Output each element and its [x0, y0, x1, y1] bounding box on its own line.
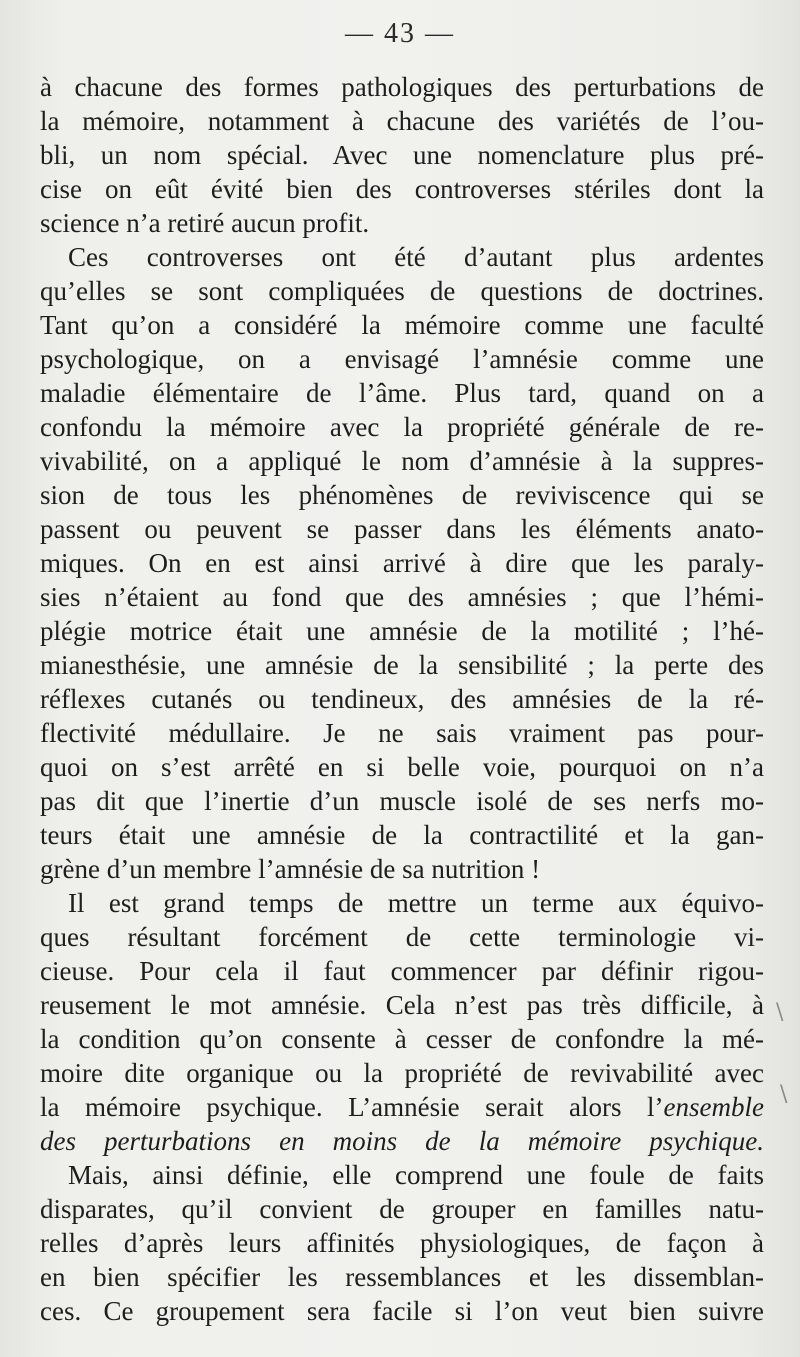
- text-line: [40, 1056, 764, 1090]
- text-line: [40, 1090, 764, 1124]
- text-line: [40, 274, 764, 308]
- text-line-content: sies n’étaient au fond que des amnésies ; que l’hémi-: [40, 582, 764, 612]
- text-line-content: des perturbations en moins de la mémoire psychique.: [40, 1126, 764, 1156]
- text-line: [40, 546, 764, 580]
- text-line-content: la mémoire, notamment à chacune des variétés de l’ou-: [40, 106, 764, 136]
- text-line: [40, 1022, 764, 1056]
- text-line: [40, 818, 764, 852]
- text-line-content: en bien spécifier les ressemblances et les dissemblan-: [40, 1262, 764, 1292]
- text-line: [40, 920, 764, 954]
- text-line-content: passent ou peuvent se passer dans les éléments anato-: [40, 514, 764, 544]
- text-line-content: cieuse. Pour cela il faut commencer par définir rigou-: [40, 956, 764, 986]
- text-line-content: à chacune des formes pathologiques des perturbations de: [40, 72, 764, 102]
- text-line-content: grène d’un membre l’amnésie de sa nutrition !: [40, 854, 541, 884]
- text-line-content: moire dite organique ou la propriété de revivabilité avec: [40, 1058, 764, 1088]
- text-line: [40, 478, 764, 512]
- text-line: [40, 784, 764, 818]
- text-line-content: relles d’après leurs affinités physiologiques, de façon à: [40, 1228, 764, 1258]
- text-line-content: cise on eût évité bien des controverses stériles dont la: [40, 174, 764, 204]
- text-line-content: la mémoire psychique. L’amnésie serait alors l’: [40, 1092, 664, 1122]
- text-line-content: pas dit que l’inertie d’un muscle isolé de ses nerfs mo-: [40, 786, 764, 816]
- text-line: [40, 512, 764, 546]
- text-line: [40, 750, 764, 784]
- text-line: [40, 1124, 764, 1158]
- text-line-content: plégie motrice était une amnésie de la motilité ; l’hé-: [40, 616, 764, 646]
- text-line: [40, 886, 764, 920]
- text-line: [40, 172, 764, 206]
- text-line: [40, 308, 764, 342]
- text-line: [40, 852, 764, 886]
- text-line-content: ques résultant forcément de cette terminologie vi-: [40, 922, 764, 952]
- text-line-content: réflexes cutanés ou tendineux, des amnésies de la ré-: [40, 684, 764, 714]
- text-line: [40, 988, 764, 1022]
- text-line: [40, 240, 764, 274]
- text-line-content: bli, un nom spécial. Avec une nomenclature plus pré-: [40, 140, 764, 170]
- text-line: [40, 682, 764, 716]
- text-line-content: Tant qu’on a considéré la mémoire comme une faculté: [40, 310, 764, 340]
- text-line: [40, 410, 764, 444]
- text-line-content: vivabilité, on a appliqué le nom d’amnésie à la suppres-: [40, 446, 764, 476]
- text-line-content: ces. Ce groupement sera facile si l’on veut bien suivre: [40, 1296, 764, 1326]
- text-line: [40, 648, 764, 682]
- text-line: [40, 1192, 764, 1226]
- text-line-content: Ces controverses ont été d’autant plus ardentes: [68, 242, 764, 272]
- text-line-content: teurs était une amnésie de la contractilité et la gan-: [40, 820, 764, 850]
- text-line: [40, 444, 764, 478]
- text-line-content: la condition qu’on consente à cesser de confondre la mé-: [40, 1024, 764, 1054]
- text-line-content: Il est grand temps de mettre un terme aux équivo-: [68, 888, 764, 918]
- text-line: [40, 104, 764, 138]
- text-line: [40, 1260, 764, 1294]
- text-line-content: confondu la mémoire avec la propriété générale de re-: [40, 412, 764, 442]
- text-line: [40, 1226, 764, 1260]
- body-text: [40, 70, 764, 1328]
- text-line: [40, 954, 764, 988]
- text-line-content: Mais, ainsi définie, elle comprend une foule de faits: [68, 1160, 764, 1190]
- text-line: [40, 1294, 764, 1328]
- text-line-content: miques. On en est ainsi arrivé à dire que les paraly-: [40, 548, 764, 578]
- text-line-content: qu’elles se sont compliquées de questions de doctrines.: [40, 276, 764, 306]
- text-line: [40, 138, 764, 172]
- text-line: [40, 1158, 764, 1192]
- text-line: [40, 70, 764, 104]
- text-line: [40, 376, 764, 410]
- text-line-content: disparates, qu’il convient de grouper en familles natu-: [40, 1194, 764, 1224]
- text-line-content: sion de tous les phénomènes de reviviscence qui se: [40, 480, 764, 510]
- margin-pencil-mark-upper: \: [776, 1000, 784, 1025]
- margin-pencil-mark-lower: \: [780, 1082, 788, 1107]
- text-line-content: flectivité médullaire. Je ne sais vraiment pas pour-: [40, 718, 764, 748]
- text-line-content: mianesthésie, une amnésie de la sensibilité ; la perte des: [40, 650, 764, 680]
- text-line: [40, 342, 764, 376]
- page-number: — 43 —: [345, 18, 455, 49]
- text-line: [40, 206, 764, 240]
- text-line: [40, 716, 764, 750]
- text-line-content: reusement le mot amnésie. Cela n’est pas très difficile, à: [40, 990, 764, 1020]
- text-line-content: maladie élémentaire de l’âme. Plus tard, quand on a: [40, 378, 764, 408]
- text-line: [40, 580, 764, 614]
- text-line-content: science n’a retiré aucun profit.: [40, 208, 370, 238]
- text-line-content: psychologique, on a envisagé l’amnésie comme une: [40, 344, 764, 374]
- italic-word: ensemble: [663, 1092, 764, 1122]
- text-line-content: quoi on s’est arrêté en si belle voie, pourquoi on n’a: [40, 752, 764, 782]
- text-line: [40, 614, 764, 648]
